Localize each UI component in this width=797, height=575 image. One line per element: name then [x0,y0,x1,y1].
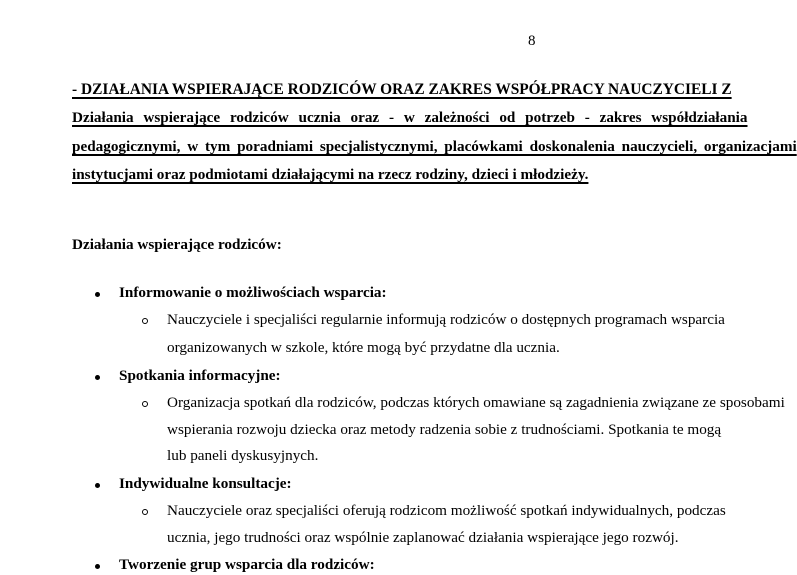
list-item-label: Indywidualne konsultacje: [119,475,292,492]
page-number: 8 [528,33,536,49]
bullet-circle-icon [142,401,148,407]
subsection-title: Działania wspierające rodziców: [72,236,282,253]
bullet-dot-icon [95,375,100,380]
intro-line-3: instytucjami oraz podmiotami działającymi na rzecz rodziny, dzieci i młodzieży. [72,166,589,183]
list-item-label: Tworzenie grup wsparcia dla rodziców: [119,556,375,573]
bullet-dot-icon [95,292,100,297]
list-item-text: ucznia, jego trudności oraz wspólnie zaplanować działania wspierające jego rozwój. [167,529,679,546]
bullet-circle-icon [142,318,148,324]
section-heading: - DZIAŁANIA WSPIERAJĄCE RODZICÓW ORAZ ZAKRES WSPÓŁPRACY NAUCZYCIELI Z [72,81,732,98]
bullet-circle-icon [142,509,148,515]
list-item-text: Organizacja spotkań dla rodziców, podczas których omawiane są zagadnienia związane ze sposobami [167,394,785,411]
list-item-text: Nauczyciele i specjaliści regularnie informują rodziców o dostępnych programach wsparcia [167,311,725,328]
list-item-text: organizowanych w szkole, które mogą być przydatne dla ucznia. [167,339,560,356]
list-item-label: Informowanie o możliwościach wsparcia: [119,284,387,301]
list-item-text: wspierania rozwoju dziecka oraz metody radzenia sobie z trudnościami. Spotkania te mogą [167,421,722,438]
list-item-text: Nauczyciele oraz specjaliści oferują rodzicom możliwość spotkań indywidualnych, podczas [167,502,726,519]
list-item-text: lub paneli dyskusyjnych. [167,447,319,464]
bullet-dot-icon [95,564,100,569]
intro-line-2: pedagogicznymi, w tym poradniami specjalistycznymi, placówkami doskonalenia nauczycieli, organizacjami [72,138,797,155]
intro-line-1: Działania wspierające rodziców ucznia oraz - w zależności od potrzeb - zakres współdziałania [72,109,748,126]
bullet-dot-icon [95,483,100,488]
list-item-label: Spotkania informacyjne: [119,367,281,384]
